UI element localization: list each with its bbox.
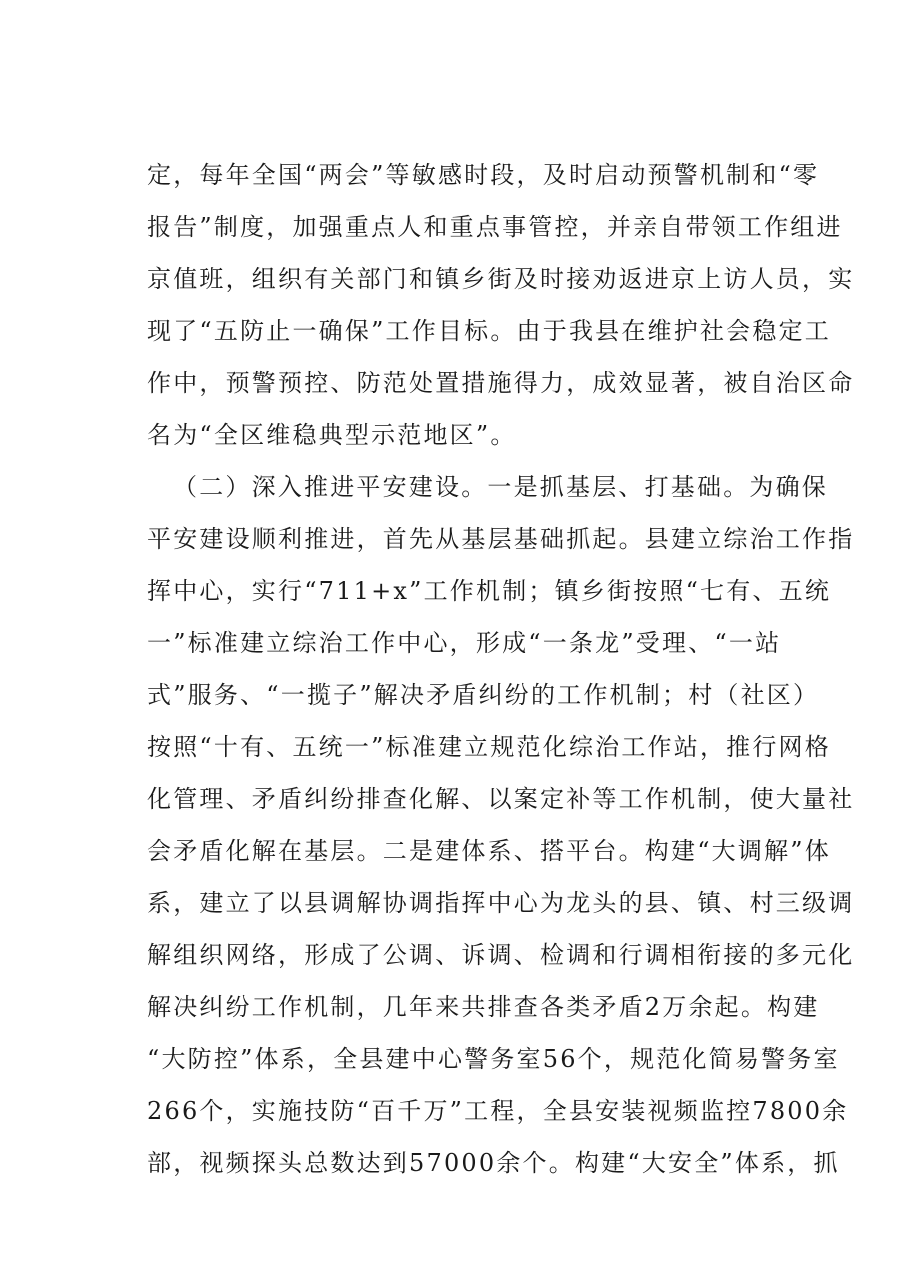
text-line: 按照“十有、五统一”标准建立规范化综治工作站，推行网格 — [147, 733, 831, 761]
text-line: 挥中心，实行“711+x”工作机制；镇乡街按照“七有、五统 — [147, 577, 832, 605]
text-line: 名为“全区维稳典型示范地区”。 — [147, 421, 517, 449]
text-line: 会矛盾化解在基层。二是建体系、搭平台。构建“大调解”体 — [147, 837, 831, 865]
text-line: 解组织网络，形成了公调、诉调、检调和行调相衔接的多元化 — [147, 941, 855, 969]
text-line: 一”标准建立综治工作中心，形成“一条龙”受理、“一站 — [147, 629, 782, 657]
paragraph-start-line: （二）深入推进平安建设。一是抓基层、打基础。为确保 — [173, 473, 828, 501]
text-line: 化管理、矛盾纠纷排查化解、以案定补等工作机制，使大量社 — [147, 785, 855, 813]
text-line: 部，视频探头总数达到57000余个。构建“大安全”体系，抓 — [147, 1149, 840, 1177]
text-line: 系，建立了以县调解协调指挥中心为龙头的县、镇、村三级调 — [147, 889, 855, 917]
text-line: 式”服务、“一揽子”解决矛盾纠纷的工作机制；村（社区） — [147, 681, 820, 709]
text-line: 266个，实施技防“百千万”工程，全县安装视频监控7800余 — [147, 1097, 849, 1125]
text-line: 定，每年全国“两会”等敏感时段，及时启动预警机制和“零 — [147, 161, 820, 189]
text-line: 解决纠纷工作机制，几年来共排查各类矛盾2万余起。构建 — [147, 993, 820, 1021]
text-line: 平安建设顺利推进，首先从基层基础抓起。县建立综治工作指 — [147, 525, 855, 553]
text-line: 作中，预警预控、防范处置措施得力，成效显著，被自治区命 — [147, 369, 855, 397]
text-line: 报告”制度，加强重点人和重点事管控，并亲自带领工作组进 — [147, 213, 843, 241]
text-line: 现了“五防止一确保”工作目标。由于我县在维护社会稳定工 — [147, 317, 831, 345]
text-line: “大防控”体系，全县建中心警务室56个，规范化简易警务室 — [147, 1045, 840, 1073]
text-line: 京值班，组织有关部门和镇乡街及时接劝返进京上访人员，实 — [147, 265, 855, 293]
